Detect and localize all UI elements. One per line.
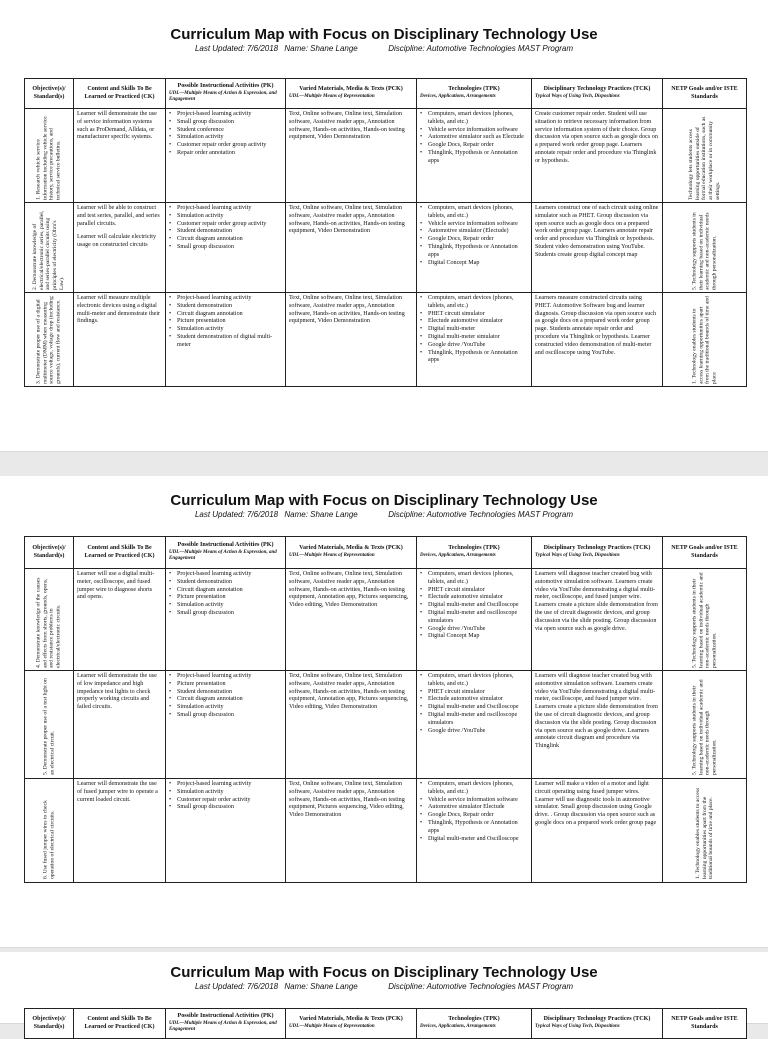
content-cell: Learner will demonstrate the use of low impedance and high impedance test lights to check properly working circuits and failed circuits. (74, 671, 166, 779)
objective-cell: 6. Use fused jumper wires to check operation of electrical circuits. (25, 779, 74, 883)
last-updated: Last Updated: 7/6/2018 (194, 982, 279, 991)
col-objective: Objective(s)/ Standard(s) (25, 79, 74, 109)
activities-cell: • Project-based learning activity • Student demonstration • Circuit diagram annotation • Picture presentation • Simulation activity • Small group discussion (166, 569, 286, 671)
document-page-3 (0, 952, 768, 1033)
content-cell: Learner will measure multiple electronic devices using a digital multi-meter and demonstrate their findings. (74, 293, 166, 387)
page-title: Curriculum Map with Focus on Disciplinary Technology Use (170, 26, 598, 43)
practices-cell: Create customer repair order. Student will use situation to retrieve necessary information from service information system of their choice. Group discussion via open source such as google docs on a prepared work order group page. Learners annotate repair order and procedure via Thinglink or hypothesis. (532, 109, 663, 203)
page-title: Curriculum Map with Focus on Disciplinary Technology Use (170, 964, 598, 981)
materials-cell: Text, Online software, Online text, Simulation software, Assistive reader apps, Annotation software, Hands-on activities, Hands-on testing equipment, Video Demonstration (286, 109, 417, 203)
activities-cell: • Project-based learning activity • Picture presentation • Student demonstration • Circuit diagram annotation • Simulation activity • Small group discussion (166, 671, 286, 779)
technologies-cell: • Computers, smart devices (phones, tablets, and etc.) • PHET circuit simulator • Electude automotive simulator • Digital multi-meter and Oscilloscope • Digital multi-meter and oscilloscope simulators • Google drive /YouTube • Digital Concept Map (417, 569, 532, 671)
col-content: Content and Skills To Be Learned or Practiced (CK) (74, 79, 166, 109)
col-content: Content and Skills To Be Learned or Practiced (CK) (74, 1009, 166, 1039)
author-name: Name: Shane Lange (284, 982, 358, 991)
col-activities: Possible Instructional Activities (PK) UDL—Multiple Means of Action & Expression, and Engagement (166, 1009, 286, 1039)
col-practices: Disciplinary Technology Practices (TCK) Typical Ways of Using Tech, Dispositions (532, 1009, 663, 1039)
table-row (25, 779, 747, 883)
last-updated: Last Updated: 7/6/2018 (194, 510, 279, 519)
col-netp: NETP Goals and/or ISTE Standards (663, 537, 747, 569)
netp-cell: Technology lets students access learning opportunities outside of formal education institutions, such as at their workplace or in community settings. (663, 109, 747, 203)
practices-cell: Learner will make a video of a motor and light circuit operating using fused jumper wires. Learner will use diagnostic tools in automotive simulator. Small group discussion using Google drive. . Group discussion via open source such as google docs on a prepared work order group page (532, 779, 663, 883)
technologies-cell: • Computers, smart devices (phones, tablets, and etc.) • Vehicle service information software • Automotive simulator (Electude) • Google Docs, Repair order • Thinglink, Hypothesis or Annotation apps • Digital Concept Map (417, 203, 532, 293)
content-cell: Learner will be able to construct and test series, parallel, and series parallel circuits. Learner will calculate electricity usage on constructed circuits (74, 203, 166, 293)
practices-cell: Learners construct one of each circuit using online simulator such as PHET. Group discussion via open source such as google docs on a prepared work order group page. Learners annotate repair order and procedure via Thinglink or hypothesis. Student video demonstration using YouTube. Students create group digital concept map (532, 203, 663, 293)
col-materials: Varied Materials, Media & Texts (PCK) UDL—Multiple Means of Representation (286, 1009, 417, 1039)
col-practices: Disciplinary Technology Practices (TCK) Typical Ways of Using Tech, Dispositions (532, 537, 663, 569)
col-technologies: Technologies (TPK) Devices, Applications, Arrangements (417, 1009, 532, 1039)
table-header-row (25, 1009, 747, 1039)
table-row (25, 671, 747, 779)
author-name: Name: Shane Lange (284, 510, 358, 519)
col-practices: Disciplinary Technology Practices (TCK) Typical Ways of Using Tech, Dispositions (532, 79, 663, 109)
page-title: Curriculum Map with Focus on Disciplinary Technology Use (170, 492, 598, 509)
materials-cell: Text, Online software, Online text, Simulation software, Assistive reader apps, Annotation software, Hands-on activities, Hands-on testing equipment, Video Demonstration (286, 293, 417, 387)
col-activities: Possible Instructional Activities (PK) UDL—Multiple Means of Action & Expression, and Engagement (166, 537, 286, 569)
curriculum-table-1 (24, 78, 747, 387)
activities-cell: • Project-based learning activity • Simulation activity • Customer repair order group activity • Student demonstration • Circuit diagram annotation • Small group discussion (166, 203, 286, 293)
col-materials: Varied Materials, Media & Texts (PCK) UDL—Multiple Means of Representation (286, 79, 417, 109)
netp-cell: 1. Technology enables students to access learning opportunities apart from the traditional bounds of time and place. (663, 779, 747, 883)
objective-cell: 1. Research vehicle service information including vehicle service history, service precautions, and technical service bulletins. (25, 109, 74, 203)
technologies-cell: • Computers, smart devices (phones, tablets, and etc.) • Vehicle service information software • Automotive simulator such as Electude • Google Docs, Repair order • Thinglink, Hypothesis or Annotation apps (417, 109, 532, 203)
col-objective: Objective(s)/ Standard(s) (25, 537, 74, 569)
col-technologies: Technologies (TPK) Devices, Applications, Arrangements (417, 537, 532, 569)
objective-cell: 2. Demonstrate knowledge of electrical/electronic series, parallel, and series-parallel circuits using principles of electricity (Ohm's Law). (25, 203, 74, 293)
technologies-cell: • Computers, smart devices (phones, tablets, and etc.) • Vehicle service information software • Automotive simulator Electude • Google Docs, Repair order • Thinglink, Hypothesis or Annotation apps • Digital multi-meter and Oscilloscope (417, 779, 532, 883)
col-activities: Possible Instructional Activities (PK) UDL—Multiple Means of Action & Expression, and Engagement (166, 79, 286, 109)
table-row (25, 203, 747, 293)
discipline: Discipline: Automotive Technologies MAST Program (388, 44, 574, 53)
netp-cell: 5. Technology supports students in their learning based on individual academic and non-academic needs through personalization. (663, 203, 747, 293)
document-page-2 (0, 476, 768, 948)
content-cell: Learner will demonstrate the use of fused jumper wire to operate a current loaded circuit. (74, 779, 166, 883)
col-materials: Varied Materials, Media & Texts (PCK) UDL—Multiple Means of Representation (286, 537, 417, 569)
netp-cell: 1. Technology enables students to access learning opportunities apart from the traditional bounds of time and place (663, 293, 747, 387)
practices-cell: Learners will diagnose teacher created bug with automotive simulation software. Learners create video via YouTube demonstrating a digital multi-meter, oscilloscope, and fused jumper wire. Learners create a picture slide demonstration from the use of circuit diagnostic devices, and group discussion via the slide posting. Group discussion via open source such as google drive. Learners annotate circuit diagram and procedure via Thinglink (532, 671, 663, 779)
discipline: Discipline: Automotive Technologies MAST Program (388, 510, 574, 519)
curriculum-table-2 (24, 536, 747, 883)
content-cell: Learner will demonstrate the use of service information systems such as ProDemand, Alldata, or manufacturer specific systems. (74, 109, 166, 203)
objective-cell: 5. Demonstrate proper use of a test light on an electrical circuit. (25, 671, 74, 779)
objective-cell: 4. Demonstrate knowledge of the causes and effects from shorts, grounds, opens, and resistance problems in electrical/electronic circuits. (25, 569, 74, 671)
col-netp: NETP Goals and/or ISTE Standards (663, 1009, 747, 1039)
activities-cell: • Project-based learning activity • Student demonstration • Circuit diagram annotation • Picture presentation • Simulation activity • Student demonstration of digital multi-meter (166, 293, 286, 387)
table-row (25, 109, 747, 203)
col-netp: NETP Goals and/or ISTE Standards (663, 79, 747, 109)
document-page-1 (0, 0, 768, 452)
netp-cell: 5. Technology supports students in their learning based on individual academic and non-academic needs through personalization. (663, 671, 747, 779)
discipline: Discipline: Automotive Technologies MAST Program (388, 982, 574, 991)
activities-cell: • Project-based learning activity • Simulation activity • Customer repair order activity • Small group discussion (166, 779, 286, 883)
page-subtitle (0, 44, 768, 53)
page-subtitle (0, 510, 768, 519)
activities-cell: • Project-based learning activity • Small group discussion • Student conference • Simulation activity • Customer repair order group activity • Repair order annotation (166, 109, 286, 203)
netp-cell: 5. Technology supports students in their learning based on individual academic and non-academic needs through personalization. (663, 569, 747, 671)
col-objective: Objective(s)/ Standard(s) (25, 1009, 74, 1039)
page-subtitle (0, 982, 768, 991)
objective-cell: 3. Demonstrate proper use of a digital multimeter (DMM) when measuring source voltage, voltage drop (including grounds), current flow and resistance. (25, 293, 74, 387)
technologies-cell: • Computers, smart devices (phones, tablets, and etc.) • PHET circuit simulator • Electude automotive simulator • Digital multi-meter • Digital multi-meter simulator • Google drive /YouTube • Thinglink, Hypothesis or Annotation apps (417, 293, 532, 387)
practices-cell: Learners will diagnose teacher created bug with automotive simulation software. Learners create video via YouTube demonstrating a digital multi-meter, oscilloscope, and fused jumper wire. Learners create a picture slide demonstration from the use of circuit diagnostic devices, and group discussion via the slide posting. Group discussion via open source such as google drive. (532, 569, 663, 671)
materials-cell: Text, Online software, Online text, Simulation software, Assistive reader apps, Annotation software, Hands-on activities, Hands-on testing equipment, Pictures sequencing, Video editing, Video Demonstration (286, 779, 417, 883)
technologies-cell: • Computers, smart devices (phones, tablets, and etc.) • PHET circuit simulator • Electude automotive simulator • Digital multi-meter and Oscilloscope • Digital multi-meter and oscilloscope simulators • Google drive /YouTube (417, 671, 532, 779)
practices-cell: Learners measure constructed circuits using PHET. Automotive Software bug and learner diagnosis. Group discussion via open source such as google docs on a prepared work order group page. Students annotate repair order and procedure via Thinglink or hypothesis. Learner constructed video demonstration of multi-meter and oscilloscope using YouTube. (532, 293, 663, 387)
content-cell: Learner will use a digital multi-meter, oscilloscope, and fused jumper wire to diagnose shorts and opens. (74, 569, 166, 671)
table-row (25, 293, 747, 387)
table-row (25, 569, 747, 671)
materials-cell: Text, Online software, Online text, Simulation software, Assistive reader apps, Annotation software, Hands-on activities, Hands-on testing equipment, Video Demonstration (286, 203, 417, 293)
materials-cell: Text, Online software, Online text, Simulation software, Assistive reader apps, Annotation software, Hands-on activities, Hands-on testing equipment, Annotation app, Pictures sequencing, Video editing, Video Demonstration (286, 569, 417, 671)
last-updated: Last Updated: 7/6/2018 (194, 44, 279, 53)
materials-cell: Text, Online software, Online text, Simulation software, Assistive reader apps, Annotation software, Hands-on activities, Hands-on testing equipment, Annotation app, Pictures sequencing, Video editing, Video Demonstration (286, 671, 417, 779)
table-header-row (25, 537, 747, 569)
table-header-row (25, 79, 747, 109)
curriculum-table-3 (24, 1008, 747, 1039)
col-technologies: Technologies (TPK) Devices, Applications, Arrangements (417, 79, 532, 109)
col-content: Content and Skills To Be Learned or Practiced (CK) (74, 537, 166, 569)
author-name: Name: Shane Lange (284, 44, 358, 53)
